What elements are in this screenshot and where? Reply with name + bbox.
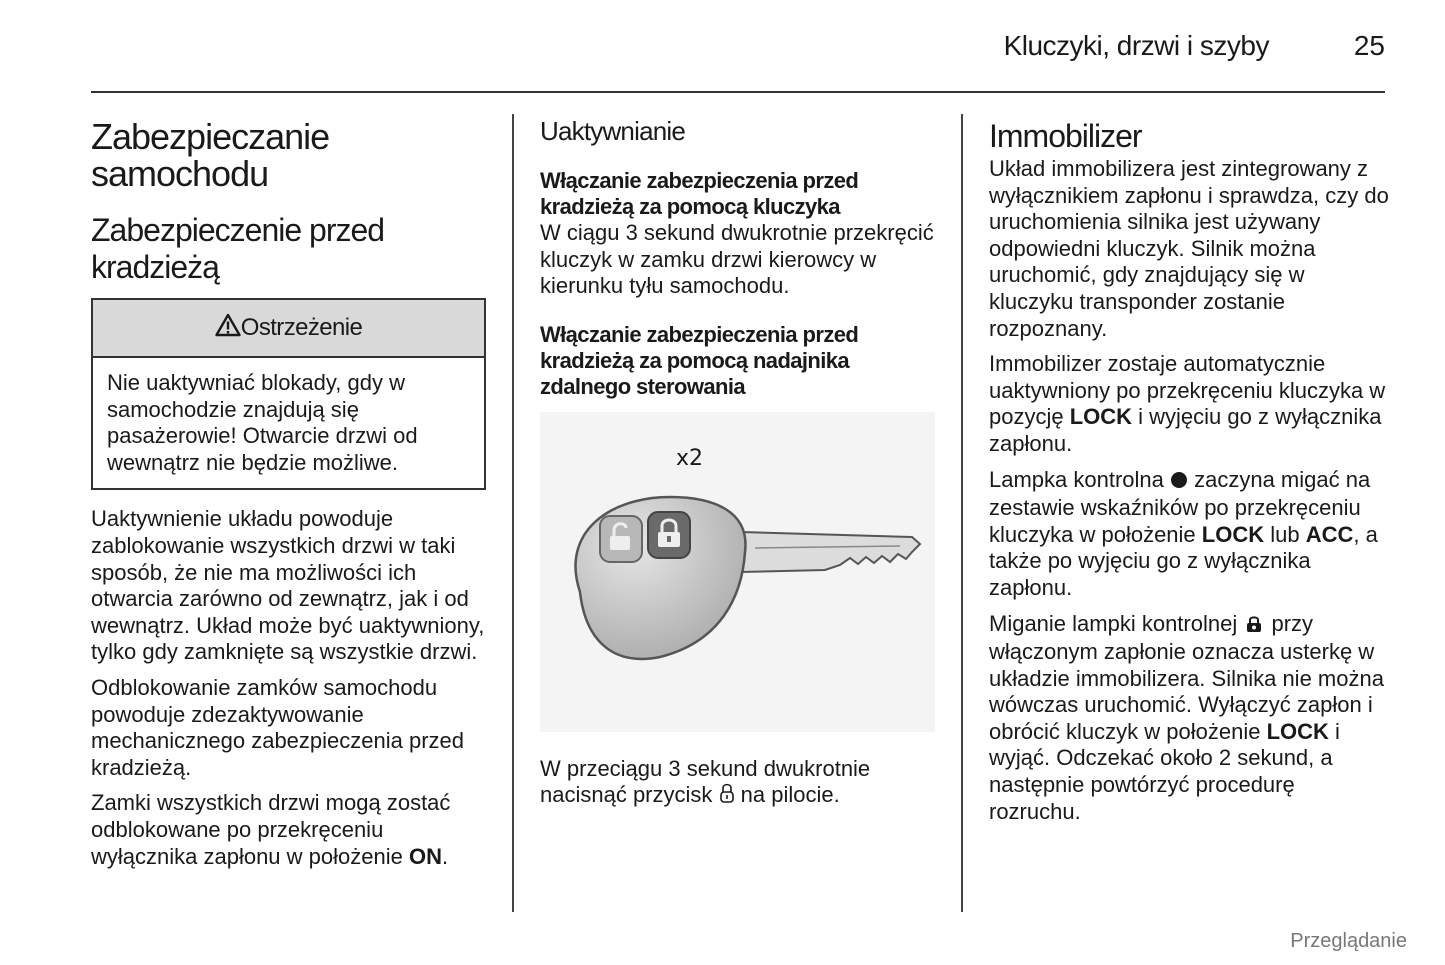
paragraph: Miganie lampki kontrolnej przy włączonym zapłonie oznacza usterkę w układzie immobilizera. Silnika nie można wówczas uruchomić. Wyłączyć zapłon i obrócić kluczyk w położenie LOCK i wyjąć. Odczekać około 2 sekund, a następnie powtórzyć procedurę rozruchu. (989, 610, 1384, 824)
immobilizer-warning-icon (1243, 613, 1265, 640)
header-rule (91, 91, 1385, 93)
footer-label: Przeglądanie (1290, 930, 1407, 952)
paragraph: Zamki wszystkich drzwi mogą zostać odblokowane po przekręceniu wyłącznika zapłonu w położenie ON. (91, 790, 451, 869)
column-divider-1 (512, 114, 514, 912)
key-fob-illustration (540, 412, 935, 732)
bold-term: ON (408, 843, 442, 869)
section-heading: Uaktywnianie (540, 116, 686, 146)
column-1 (91, 114, 486, 870)
key-blade (740, 532, 920, 572)
page-number: 25 (1353, 30, 1385, 61)
paragraph: W przeciągu 3 sekund dwukrotnie nacisnąć przycisk na pilocie. (540, 756, 940, 811)
column-2 (540, 114, 940, 811)
column-divider-2 (961, 114, 963, 912)
sub-heading: Włączanie zabezpieczenia przed kradzieżą za pomocą kluczyka (540, 168, 859, 219)
paragraph: Odblokowanie zamków samochodu powoduje zdezaktywowanie mechanicznego zabezpieczenia przed kradzieżą. (91, 674, 465, 780)
paragraph: Uaktywnienie układu powoduje zablokowanie wszystkich drzwi w taki sposób, że nie ma możliwości ich otwarcia zarówno od zewnątrz, jak i od wewnątrz. Układ może być uaktywniony, tylko gdy zamknięte są wszystkie drzwi. (91, 506, 485, 665)
warning-text: Nie uaktywniać blokady, gdy w samochodzie znajdują się pasażerowie! Otwarcie drzwi od wewnątrz nie będzie możliwe. (107, 370, 418, 475)
warning-triangle-icon (215, 302, 241, 358)
lock-icon (719, 782, 735, 811)
section-heading: Zabezpieczanie samochodu (91, 116, 330, 194)
subsection-heading: Zabezpieczenie przed kradzieżą (91, 212, 385, 285)
paragraph: Układ immobilizera jest zintegrowany z wyłącznikiem zapłonu i sprawdza, czy do uruchomienia silnika jest używany odpowiedni kluczyk. Silnik można uruchomić, gdy znajdujący się w kluczyku transponder zostanie rozpoznany. (989, 156, 1389, 341)
remote-key-figure (540, 412, 935, 732)
indicator-dot-icon (1170, 469, 1188, 496)
paragraph: W ciągu 3 sekund dwukrotnie przekręcić kluczyk w zamku drzwi kierowcy w kierunku tyłu samochodu. (540, 220, 934, 299)
section-heading: Immobilizer (989, 118, 1142, 154)
warning-box (91, 298, 486, 490)
paragraph: Immobilizer zostaje automatycznie uaktywniony po przekręceniu kluczyka w pozycję LOCK i wyjęciu go z wyłącznika zapłonu. (989, 351, 1386, 456)
paragraph: Lampka kontrolna zaczyna migać na zestawie wskaźników po przekręceniu kluczyka w położenie LOCK lub ACC, a także po wyjęciu go z wyłącznika zapłonu. (989, 466, 1378, 600)
sub-heading: Włączanie zabezpieczenia przed kradzieżą za pomocą nadajnika zdalnego sterowania (540, 321, 859, 399)
header-title: Kluczyki, drzwi i szyby (1003, 30, 1269, 61)
column-3 (989, 114, 1389, 825)
figure-label: x2 (676, 445, 704, 471)
warning-title: Ostrzeżenie (240, 314, 363, 341)
warning-header (93, 300, 484, 358)
